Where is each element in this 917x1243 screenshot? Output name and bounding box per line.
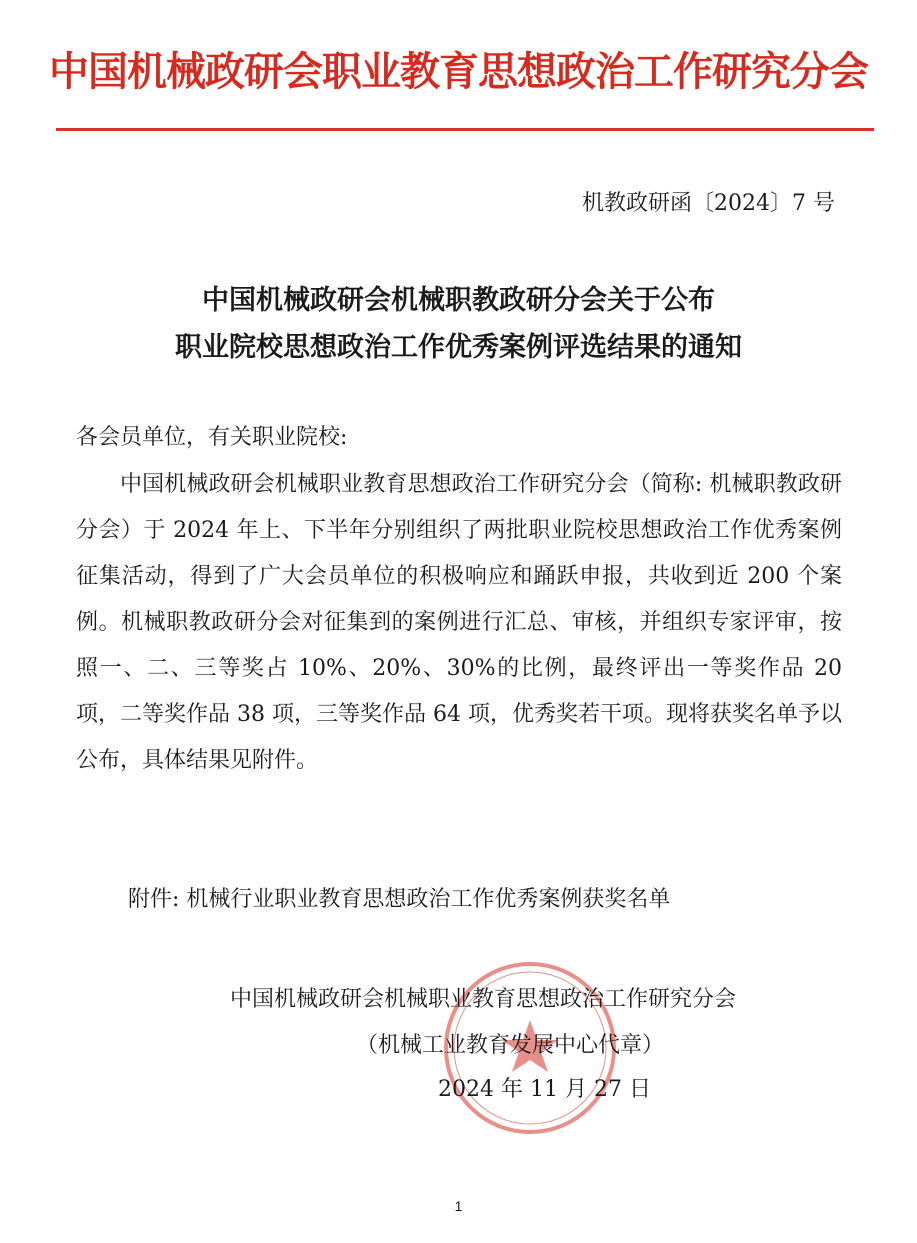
document-title-line1: 中国机械政研会机械职教政研分会关于公布: [202, 285, 715, 316]
document-title-line2: 职业院校思想政治工作优秀案例评选结果的通知: [175, 332, 742, 363]
signature-organization: 中国机械政研会机械职业教育思想政治工作研究分会: [230, 987, 737, 1012]
page-number: 1: [454, 1198, 463, 1214]
letterhead-title: 中国机械政研会职业教育思想政治工作研究分会: [49, 49, 868, 95]
document-number: 机教政研函〔2024〕7 号: [582, 191, 835, 216]
signature-proxy-seal-note: （机械工业教育发展中心代章）: [356, 1033, 665, 1058]
salutation: 各会员单位，有关职业院校:: [76, 425, 348, 450]
body-paragraph: 中国机械政研会机械职业教育思想政治工作研究分会（简称: 机械职教政研分会）于 2024 年上、下半年分别组织了两批职业院校思想政治工作优秀案例征集活动，得到了广大会员单位的积极响应和踊跃申报，共收到近 200 个案例。机械职教政研分会对征集到的案例进行汇总、审核，并组织专家评审，按照一、二、三等奖占 10%、20%、30%的比例，最终评出一等奖作品 20 项，二等奖作品 38 项，三等奖作品 64 项，优秀奖若干项。现将获奖名单予以公布，具体结果见附件。: [76, 472, 842, 773]
signature-date: 2024 年 11 月 27 日: [438, 1077, 651, 1102]
letterhead-divider: [56, 128, 874, 131]
attachment-note: 附件: 机械行业职业教育思想政治工作优秀案例获奖名单: [128, 887, 671, 912]
